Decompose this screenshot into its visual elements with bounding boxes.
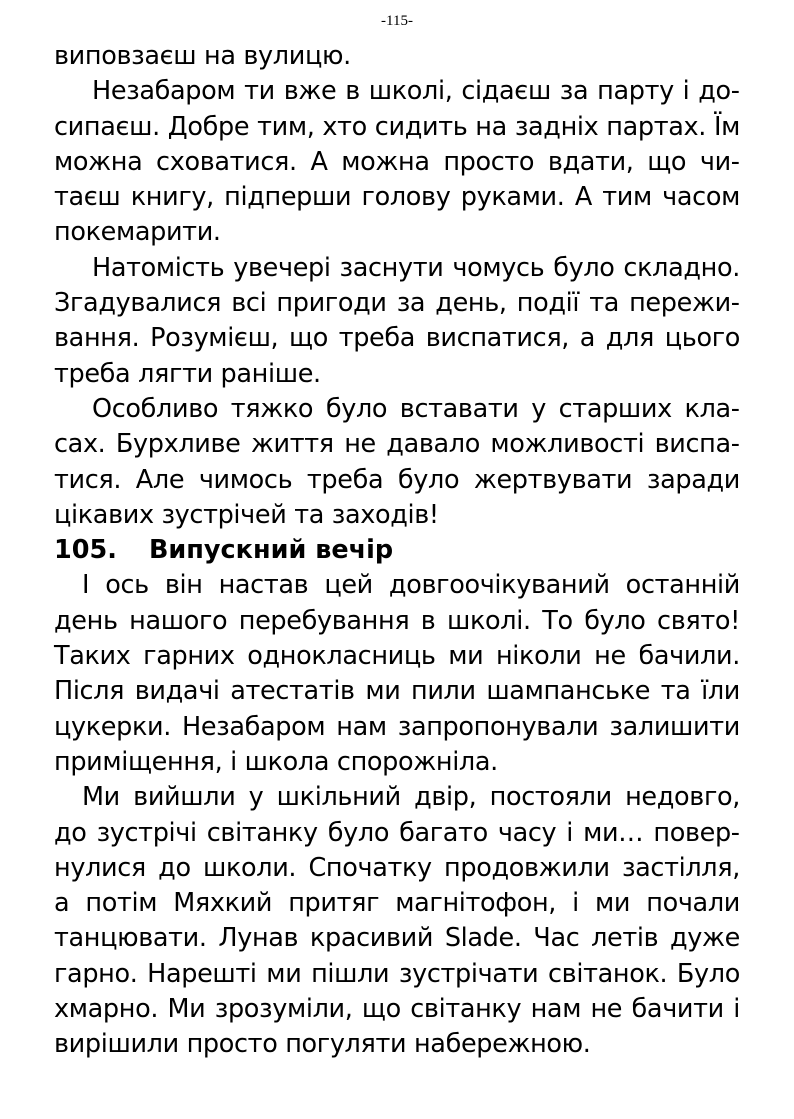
paragraph: Особливо тяжко було вставати у старших класах. Бурхливе життя не давало можливості виспатися. Але чимось треба було жертвувати заради цікавих зустрічей та заходів! [54,393,740,530]
page-text [54,39,740,1063]
paragraph: Ми вийшли у шкільний двір, постояли недовго, до зустрічі світанку було багато часу і ми… повернулися до школи. Спочатку продовжили застілля, а потім Мяхкий притяг магнітофон, і ми почали танцювати. Лунав красивий Slade. Час летів дуже гарно. Нарешті ми пішли зустрічати світанок. Було хмарно. Ми зрозуміли, що світанку нам не бачити і вирішили просто погуляти набережною. [54,782,740,1060]
page-number: -115- [381,13,413,29]
section-title: Випускний вечір [149,535,394,566]
section-heading [54,533,740,568]
paragraph: Незабаром ти вже в школі, сідаєш за парту і досипаєш. Добре тим, хто сидить на задніх партах. Їм можна сховатися. А можна просто вдати, що читаєш книгу, підперши голову руками. А тим часом покемарити. [54,76,740,248]
paragraph: Натомість увечері заснути чомусь було складно. Згадувалися всі пригоди за день, події та переживання. Розумієш, що треба виспатися, а для цього треба лягти раніше. [54,252,740,389]
section-number: 105. [54,535,117,566]
paragraph: виповзаєш на вулицю. [54,41,351,71]
paragraph: І ось він настав цей довгоочікуваний останній день нашого перебування в школі. То було свято! Таких гарних однокласниць ми ніколи не бачили. Після видачі атестатів ми пили шампанське та їли цукерки. Незабаром нам запропонували залишити приміщення, і школа спорожніла. [54,570,740,777]
